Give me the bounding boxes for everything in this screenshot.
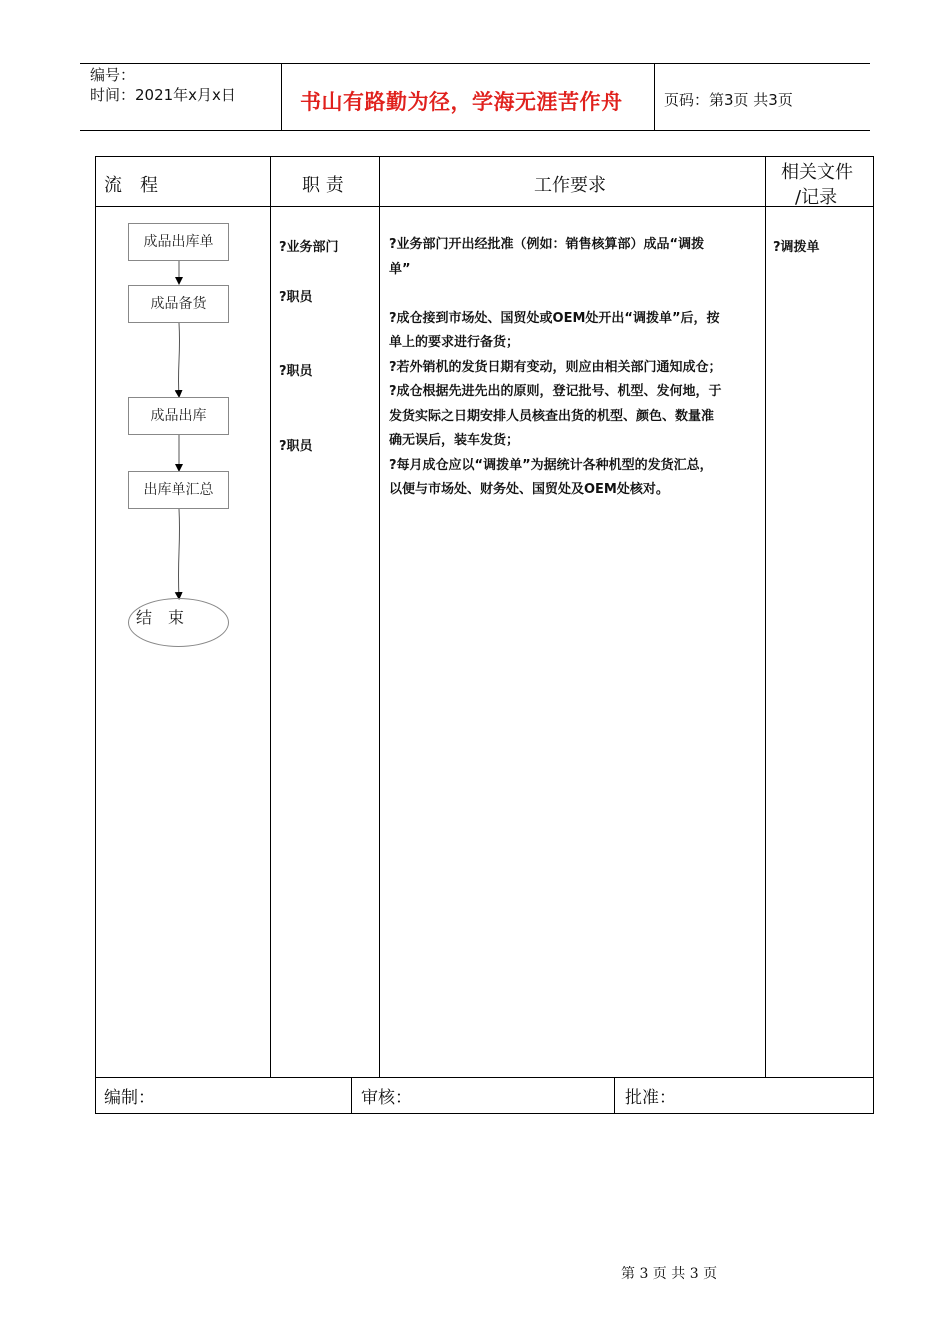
arrow-4 bbox=[178, 509, 179, 598]
header-docs-line2: /记录 bbox=[795, 187, 838, 208]
req-line: ?成仓根据先进先出的原则，登记批号、机型、发何地，于 bbox=[389, 384, 722, 399]
header-duty: 职 责 bbox=[302, 175, 344, 196]
arrow-2 bbox=[178, 323, 179, 396]
req-line: 以便与市场处、财务处、国贸处及OEM处核对。 bbox=[389, 482, 669, 497]
requirements-text bbox=[389, 233, 761, 503]
duty-item-4: ?职员 bbox=[279, 439, 313, 454]
page-label: 页码：第3页 共3页 bbox=[664, 91, 793, 109]
flowchart-connectors bbox=[95, 206, 270, 666]
flow-end-label: 结 束 bbox=[136, 608, 185, 627]
header-requirements: 工作要求 bbox=[534, 175, 606, 196]
flow-step-2-label: 成品备货 bbox=[150, 296, 207, 312]
duty-item-2: ?职员 bbox=[279, 290, 313, 305]
table-top-border bbox=[95, 156, 874, 157]
req-line: 单上的要求进行备货； bbox=[389, 335, 520, 350]
flow-step-1-label: 成品出库单 bbox=[143, 234, 214, 250]
motto: 书山有路勤为径，学海无涯苦作舟 bbox=[300, 90, 623, 114]
table-col-divider-2 bbox=[379, 156, 380, 1078]
req-line: 单” bbox=[389, 261, 411, 277]
page-footer: 第 3 页 共 3 页 bbox=[621, 1266, 718, 1282]
table-right-border bbox=[873, 156, 874, 1114]
flow-step-1 bbox=[128, 223, 229, 261]
time-label: 时间：2021年x月x日 bbox=[90, 86, 236, 104]
req-line: ?每月成仓应以“调拨单”为据统计各种机型的发货汇总， bbox=[389, 457, 713, 473]
table-body-bottom-border bbox=[95, 1077, 874, 1078]
header-flow: 流 程 bbox=[104, 175, 158, 196]
table-col-divider-3 bbox=[765, 156, 766, 1078]
table-col-divider-1 bbox=[270, 156, 271, 1078]
flow-step-4 bbox=[128, 471, 229, 509]
prepared-label: 编制： bbox=[104, 1088, 155, 1108]
header-divider-2 bbox=[654, 63, 655, 131]
header-docs-line1: 相关文件 bbox=[781, 162, 853, 183]
footer-divider-1 bbox=[351, 1077, 352, 1114]
approved-label: 批准： bbox=[625, 1088, 676, 1108]
header-top-rule bbox=[80, 63, 870, 64]
flow-step-3-label: 成品出库 bbox=[150, 408, 207, 424]
flow-step-2 bbox=[128, 285, 229, 323]
req-line: 确无误后，装车发货； bbox=[389, 433, 520, 448]
req-line: ?成仓接到市场处、国贸处或OEM处开出“调拨单”后，按 bbox=[389, 310, 720, 326]
table-bottom-border bbox=[95, 1113, 874, 1114]
header-divider-1 bbox=[281, 63, 282, 131]
flow-step-4-label: 出库单汇总 bbox=[143, 482, 214, 498]
footer-divider-2 bbox=[614, 1077, 615, 1114]
req-line: ?若外销机的发货日期有变动，则应由相关部门通知成仓； bbox=[389, 359, 722, 375]
req-line: ?业务部门开出经批准（例如：销售核算部）成品“调拨 bbox=[389, 237, 705, 252]
req-line bbox=[389, 282, 761, 307]
doc-item-1: ?调拨单 bbox=[773, 240, 820, 255]
duty-item-1: ?业务部门 bbox=[279, 240, 339, 255]
header-bottom-rule bbox=[80, 130, 870, 131]
number-label: 编号： bbox=[90, 66, 136, 84]
duty-item-3: ?职员 bbox=[279, 364, 313, 379]
reviewed-label: 审核： bbox=[361, 1088, 412, 1108]
req-line: 发货实际之日期安排人员核查出货的机型、颜色、数量准 bbox=[389, 408, 715, 424]
flow-step-3 bbox=[128, 397, 229, 435]
